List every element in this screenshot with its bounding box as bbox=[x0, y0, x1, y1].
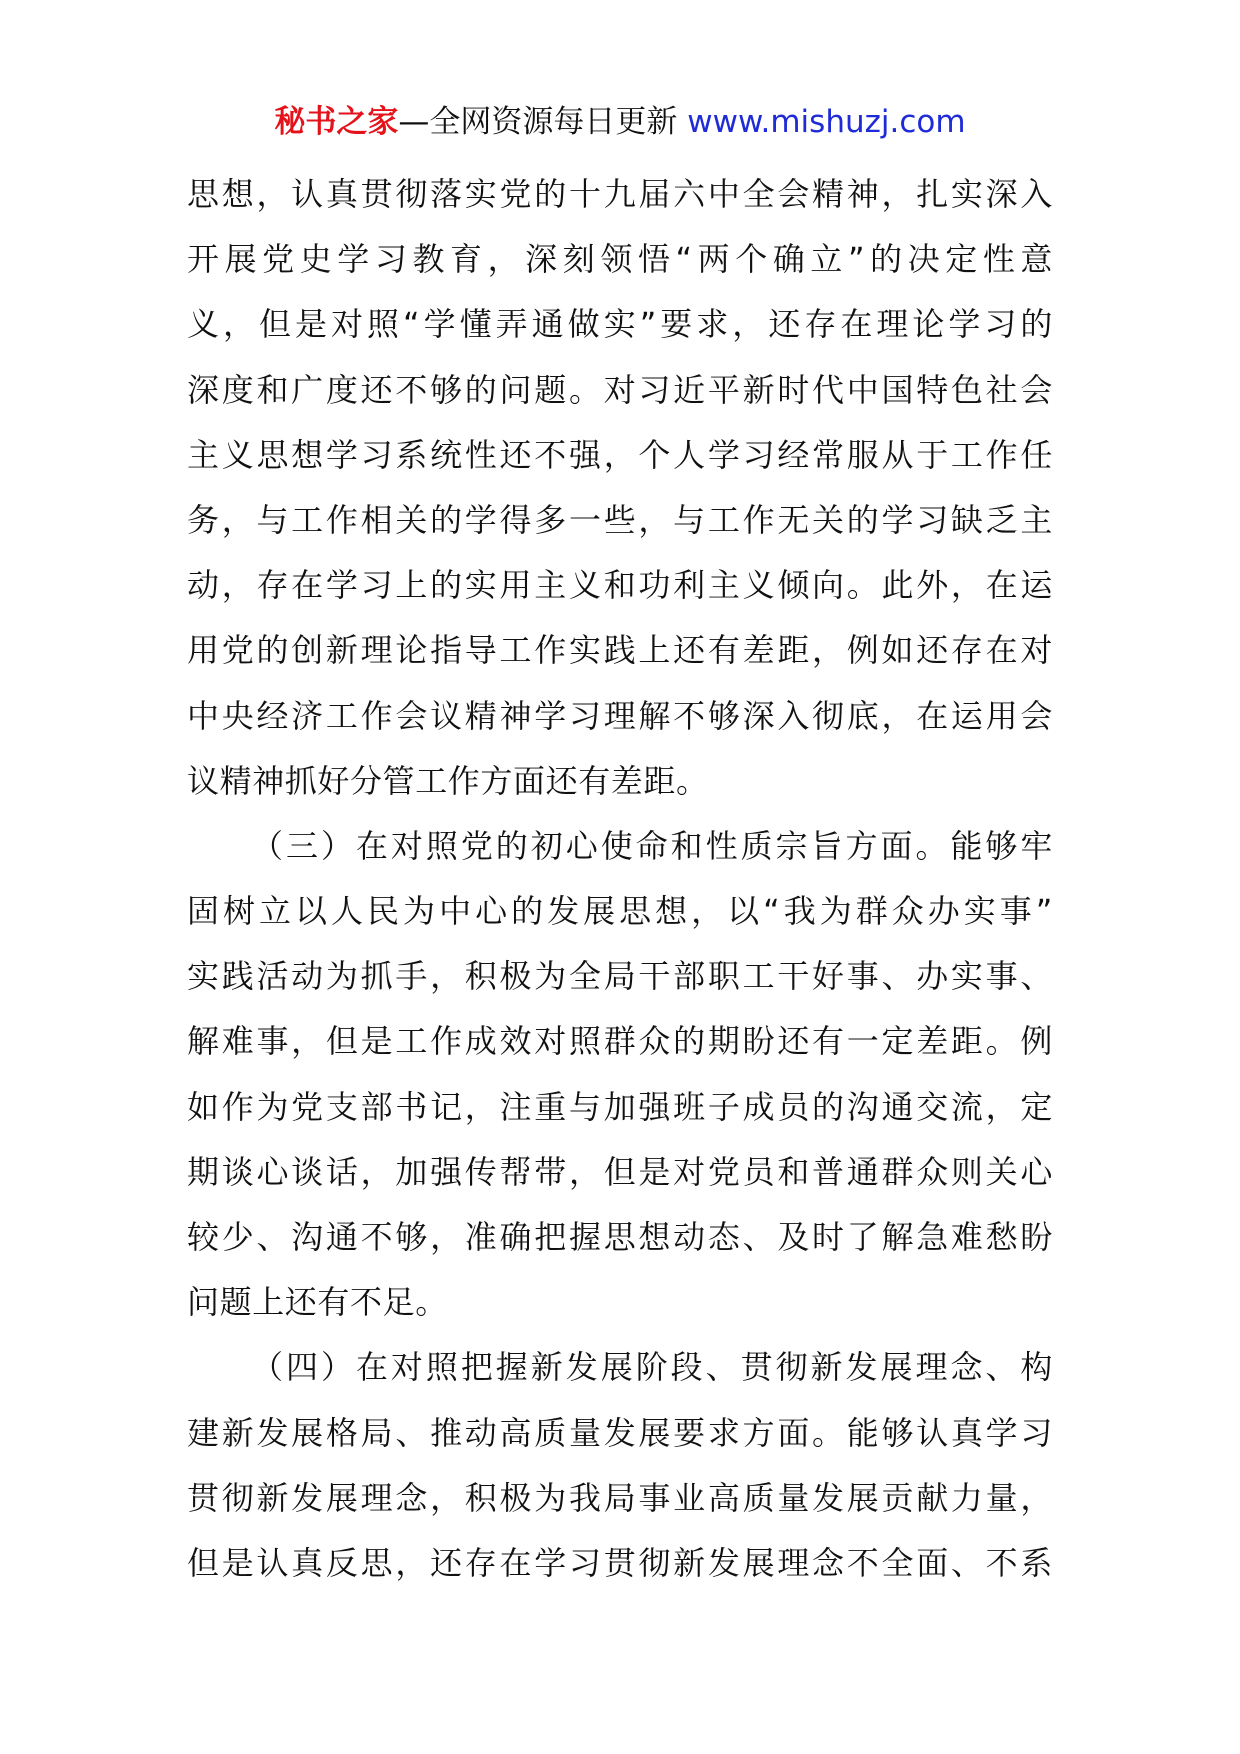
text-line: 中央经济工作会议精神学习理解不够深入彻底，在运用会 bbox=[187, 696, 1053, 735]
brand-name: 秘书之家 bbox=[274, 104, 399, 140]
text-line: 固树立以人民为中心的发展思想，以“我为群众办实事” bbox=[187, 892, 1053, 931]
text-line: 主义思想学习系统性还不强，个人学习经常服从于工作任 bbox=[187, 435, 1053, 474]
text-line: 如作为党支部书记，注重与加强班子成员的沟通交流，定 bbox=[187, 1087, 1053, 1126]
text-line: 思想，认真贯彻落实党的十九届六中全会精神，扎实深入 bbox=[187, 175, 1053, 213]
page-header bbox=[0, 100, 1240, 144]
text-line: 务，与工作相关的学得多一些，与工作无关的学习缺乏主 bbox=[187, 500, 1053, 539]
header-tagline: 全网资源每日更新 bbox=[429, 104, 678, 140]
text-line: 议精神抓好分管工作方面还有差距。 bbox=[187, 761, 709, 800]
text-line: 贯彻新发展理念，积极为我局事业高质量发展贡献力量， bbox=[187, 1478, 1053, 1517]
header-separator: — bbox=[398, 104, 430, 140]
text-line: 但是认真反思，还存在学习贯彻新发展理念不全面、不系 bbox=[187, 1543, 1053, 1582]
text-line: 期谈心谈话，加强传帮带，但是对党员和普通群众则关心 bbox=[187, 1152, 1053, 1191]
text-line: 解难事，但是工作成效对照群众的期盼还有一定差距。例 bbox=[187, 1022, 1053, 1061]
section-four-heading-line: （四）在对照把握新发展阶段、贯彻新发展理念、构 bbox=[251, 1348, 1053, 1387]
text-line: 较少、沟通不够，准确把握思想动态、及时了解急难愁盼 bbox=[187, 1218, 1053, 1256]
text-line: 动，存在学习上的实用主义和功利主义倾向。此外，在运 bbox=[187, 566, 1053, 605]
section-three-heading-line: （三）在对照党的初心使命和性质宗旨方面。能够牢 bbox=[251, 826, 1053, 865]
text-line: 义，但是对照“学懂弄通做实”要求，还存在理论学习的 bbox=[187, 305, 1053, 344]
text-line: 建新发展格局、推动高质量发展要求方面。能够认真学习 bbox=[187, 1413, 1053, 1452]
text-line: 实践活动为抓手，积极为全局干部职工干好事、办实事、 bbox=[187, 957, 1053, 996]
website-link[interactable]: www.mishuzj.com bbox=[687, 104, 966, 140]
document-body bbox=[187, 162, 1053, 1596]
text-line: 用党的创新理论指导工作实践上还有差距，例如还存在对 bbox=[187, 631, 1053, 670]
text-line: 开展党史学习教育，深刻领悟“两个确立”的决定性意 bbox=[187, 240, 1053, 279]
text-line: 深度和广度还不够的问题。对习近平新时代中国特色社会 bbox=[187, 370, 1053, 409]
text-line: 问题上还有不足。 bbox=[187, 1283, 448, 1322]
